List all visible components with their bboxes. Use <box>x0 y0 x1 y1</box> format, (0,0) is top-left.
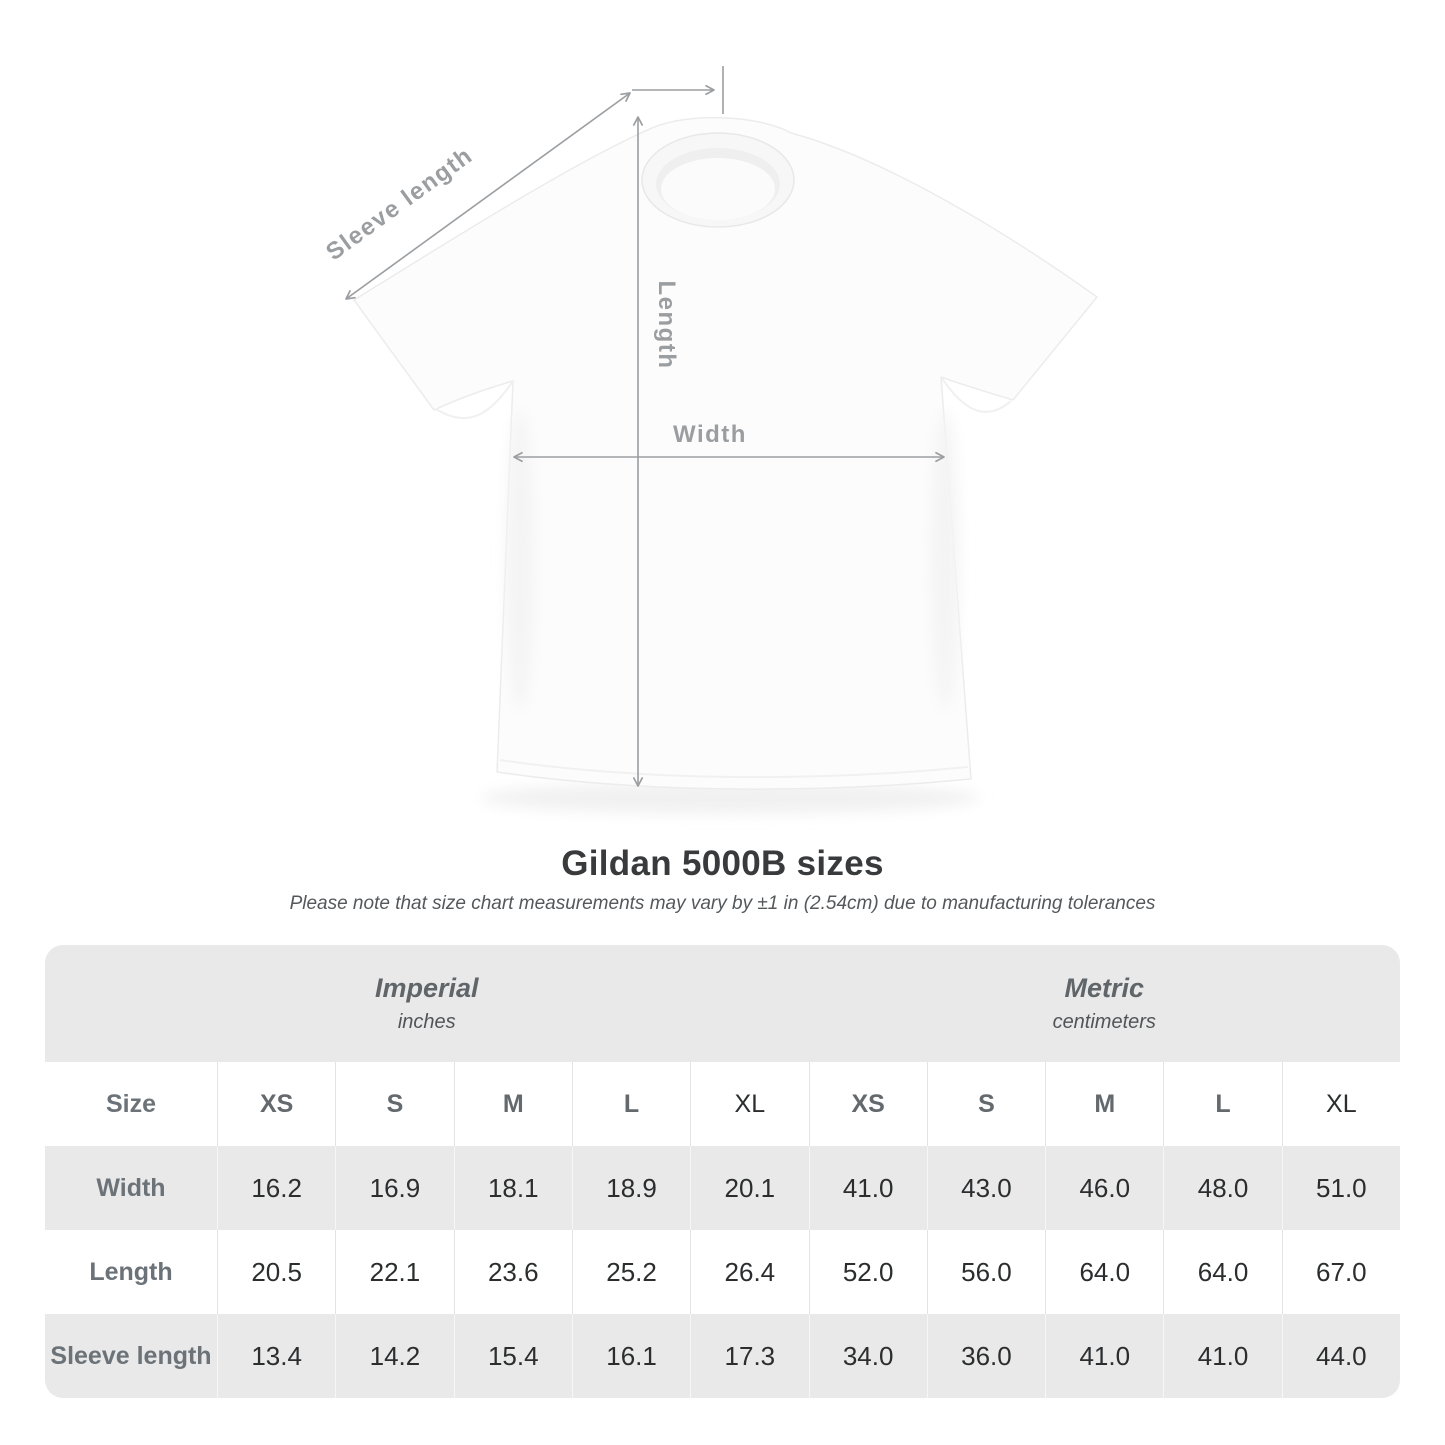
size-col-header-imperial-l: L <box>572 1062 690 1146</box>
size-row-header: Size <box>105 1089 157 1118</box>
table-cell-length-metric-s: 56.0 <box>927 1230 1045 1314</box>
table-cell-sleeve-length-metric-xl: 44.0 <box>1282 1314 1400 1398</box>
table-cell-length-metric-m: 64.0 <box>1045 1230 1163 1314</box>
length-label: Length <box>653 280 680 370</box>
size-table <box>45 945 1400 1398</box>
size-col-header-imperial-m: M <box>454 1062 572 1146</box>
table-cell-sleeve-length-metric-xs: 34.0 <box>809 1314 927 1398</box>
table-cell-width-imperial-m: 18.1 <box>454 1146 572 1230</box>
table-cell-length-imperial-s: 22.1 <box>335 1230 453 1314</box>
tshirt-graphic <box>354 118 1097 814</box>
width-label: Width <box>673 421 747 448</box>
table-cell-sleeve-length-imperial-s: 14.2 <box>335 1314 453 1398</box>
size-col-header-imperial-xl: XL <box>690 1062 808 1146</box>
table-cell-sleeve-length-imperial-xs: 13.4 <box>217 1314 335 1398</box>
page-subtitle: Please note that size chart measurements may vary by ±1 in (2.54cm) due to manufacturing tolerances <box>289 893 1156 914</box>
table-cell-length-imperial-xs: 20.5 <box>217 1230 335 1314</box>
size-col-header-metric-l: L <box>1163 1062 1281 1146</box>
table-cell-sleeve-length-imperial-m: 15.4 <box>454 1314 572 1398</box>
table-cell-length-imperial-xl: 26.4 <box>690 1230 808 1314</box>
table-cell-sleeve-length-imperial-l: 16.1 <box>572 1314 690 1398</box>
table-cell-length-imperial-l: 25.2 <box>572 1230 690 1314</box>
table-cell-width-metric-m: 46.0 <box>1045 1146 1163 1230</box>
tshirt-left-side-shade <box>506 410 534 710</box>
row-label-width: Width <box>45 1146 217 1230</box>
size-col-header-imperial-s: S <box>335 1062 453 1146</box>
size-col-header-metric-xl: XL <box>1282 1062 1400 1146</box>
table-cell-sleeve-length-metric-s: 36.0 <box>927 1314 1045 1398</box>
imperial-title: Imperial <box>374 973 479 1003</box>
page-title: Gildan 5000B sizes <box>561 844 884 883</box>
metric-unit: centimeters <box>1052 1011 1156 1033</box>
row-label-length: Length <box>89 1257 173 1286</box>
table-cell-width-imperial-xl: 20.1 <box>690 1146 808 1230</box>
table-cell-length-metric-l: 64.0 <box>1163 1230 1281 1314</box>
table-cell-length-metric-xs: 52.0 <box>809 1230 927 1314</box>
metric-header-band <box>809 945 1401 1062</box>
table-cell-sleeve-length-metric-l: 41.0 <box>1163 1314 1281 1398</box>
table-cell-width-imperial-s: 16.9 <box>335 1146 453 1230</box>
table-cell-length-metric-xl: 67.0 <box>1282 1230 1400 1314</box>
size-col-header-metric-xs: XS <box>809 1062 927 1146</box>
imperial-header-band <box>45 945 809 1062</box>
table-cell-sleeve-length-imperial-xl: 17.3 <box>690 1314 808 1398</box>
table-cell-width-metric-s: 43.0 <box>927 1146 1045 1230</box>
size-col-header-imperial-xs: XS <box>217 1062 335 1146</box>
metric-title: Metric <box>1064 973 1145 1003</box>
size-col-header-metric-s: S <box>927 1062 1045 1146</box>
size-col-header-metric-m: M <box>1045 1062 1163 1146</box>
table-cell-width-metric-xs: 41.0 <box>809 1146 927 1230</box>
table-cell-width-imperial-l: 18.9 <box>572 1146 690 1230</box>
table-cell-width-metric-xl: 51.0 <box>1282 1146 1400 1230</box>
tshirt-right-side-shade <box>931 410 959 710</box>
imperial-unit: inches <box>397 1011 456 1033</box>
table-cell-length-imperial-m: 23.6 <box>454 1230 572 1314</box>
table-cell-width-metric-l: 48.0 <box>1163 1146 1281 1230</box>
table-cell-sleeve-length-metric-m: 41.0 <box>1045 1314 1163 1398</box>
tshirt-collar-inner <box>661 158 775 220</box>
sleeve-length-label: Sleeve length <box>321 141 479 267</box>
table-cell-width-imperial-xs: 16.2 <box>217 1146 335 1230</box>
row-label-sleeve-length: Sleeve length <box>45 1314 217 1398</box>
